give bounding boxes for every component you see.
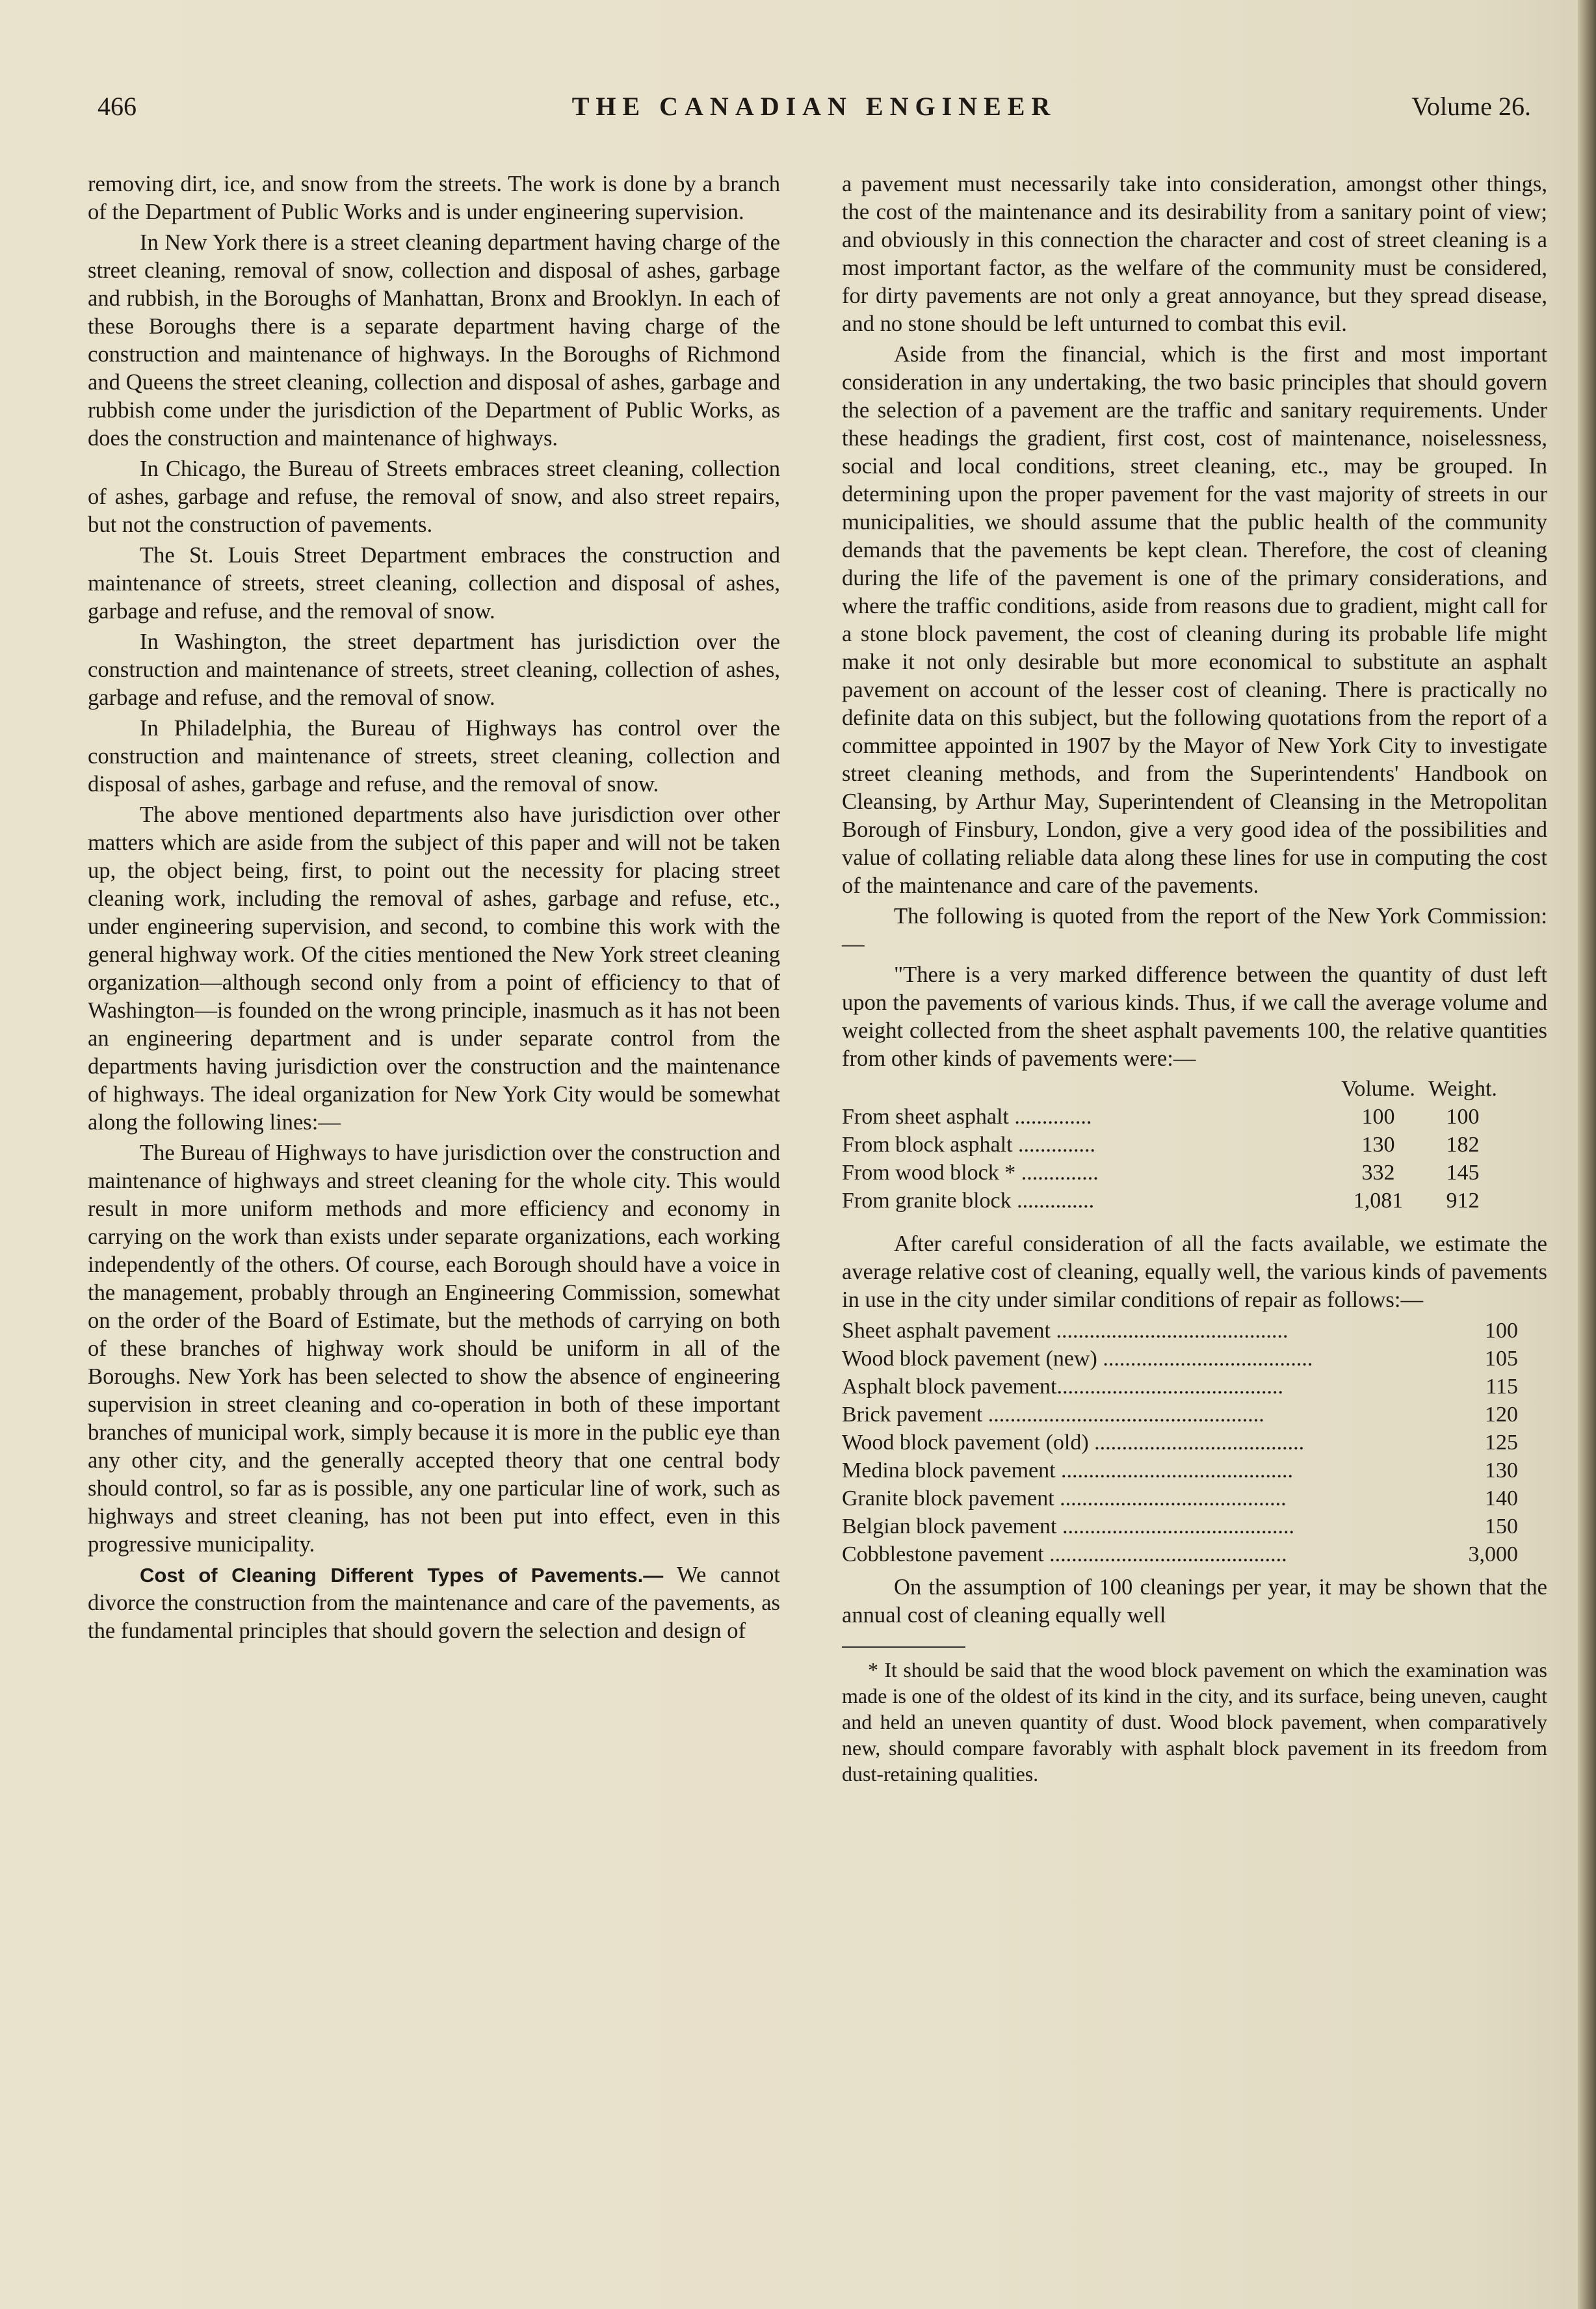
- row-label: From wood block * ..............: [842, 1161, 1099, 1185]
- dust-quantity-table: [842, 1075, 1505, 1215]
- volume-value: 130: [1361, 1133, 1395, 1157]
- volume-value: 100: [1361, 1105, 1395, 1129]
- section-heading: Cost of Cleaning Different Types of Pavements.—: [140, 1564, 664, 1587]
- row-label: Asphalt block pavement.........................................: [842, 1375, 1283, 1399]
- volume-value: 1,081: [1353, 1189, 1404, 1213]
- weight-value: 100: [1446, 1105, 1480, 1129]
- row-label: Sheet asphalt pavement ..........................................: [842, 1319, 1289, 1343]
- cost-value: 120: [1485, 1403, 1518, 1427]
- table-row: [842, 1484, 1518, 1512]
- paragraph: The following is quoted from the report of the New York Commission:—: [842, 904, 1547, 957]
- cost-value: 125: [1485, 1431, 1518, 1455]
- row-label: Medina block pavement ..........................................: [842, 1458, 1294, 1483]
- cost-value: 130: [1485, 1458, 1518, 1483]
- volume-value: 332: [1361, 1161, 1395, 1185]
- table-header-row: [842, 1075, 1505, 1103]
- table-row: [842, 1159, 1505, 1187]
- weight-value: 912: [1446, 1189, 1480, 1213]
- column-header-weight: Weight.: [1428, 1077, 1497, 1101]
- journal-title: THE CANADIAN ENGINEER: [571, 92, 1057, 121]
- right-column: [842, 170, 1547, 1789]
- volume-label: Volume 26.: [1411, 92, 1531, 121]
- paragraph: In Chicago, the Bureau of Streets embraces street cleaning, collection of ashes, garbage and refuse, the removal of snow, and also street repairs, but not the construction of pavements.: [88, 456, 780, 537]
- table-row: [842, 1540, 1518, 1568]
- paragraph: The Bureau of Highways to have jurisdiction over the construction and maintenance of highways and street cleaning for the whole city. This would result in more uniform methods and more efficiency and economy in carrying on the work than exists under separate organizations, each working independently of the others. Of course, each Borough should have a voice in the management, probably through an Engineering Commission, somewhat on the order of the Board of Estimate, but the methods of carrying on both of these branches of highway work should be uniform in all of the Boroughs. New York has been selected to show the absence of engineering supervision in street cleaning and co-operation in both of these important branches of municipal work, simply because it is more in the public eye than any other city, and the generally accepted theory that one central body should control, so far as is possible, any one particular line of work, such as highways and street cleaning, has not been put into effect, even in this progressive municipality.: [88, 1141, 780, 1557]
- row-label: From block asphalt ..............: [842, 1133, 1096, 1157]
- cost-value: 3,000: [1468, 1542, 1518, 1566]
- page-edge-shadow: [1578, 0, 1596, 2309]
- row-label: Granite block pavement .........................................: [842, 1486, 1287, 1511]
- table-row: [842, 1187, 1505, 1215]
- cost-value: 140: [1485, 1486, 1518, 1511]
- page-number: 466: [98, 92, 137, 121]
- quote-paragraph: "There is a very marked difference between the quantity of dust left upon the pavements of various kinds. Thus, if we call the average volume and weight collected from the sheet asphalt pavements 100, the relative quantities from other kinds of pavements were:—: [842, 962, 1547, 1071]
- row-label: From granite block ..............: [842, 1189, 1095, 1213]
- left-column: [88, 170, 780, 1648]
- row-label: Cobblestone pavement ...........................................: [842, 1542, 1287, 1566]
- section-paragraph: [88, 1561, 780, 1645]
- table-row: [842, 1401, 1518, 1429]
- page-header: [98, 91, 1531, 130]
- paragraph: In Philadelphia, the Bureau of Highways has control over the construction and maintenance of streets, street cleaning, collection and disposal of ashes, garbage and refuse, and the removal of snow.: [88, 716, 780, 797]
- paragraph: In Washington, the street department has jurisdiction over the construction and maintenance of streets, street cleaning, collection of ashes, garbage and refuse, and the removal of snow.: [88, 629, 780, 710]
- table-row: [842, 1103, 1505, 1131]
- paragraph: On the assumption of 100 cleanings per year, it may be shown that the annual cost of cleaning equally well: [842, 1575, 1547, 1628]
- cost-value: 115: [1485, 1375, 1518, 1399]
- table-row: [842, 1429, 1518, 1457]
- cost-value: 150: [1485, 1514, 1518, 1538]
- paragraph: In New York there is a street cleaning department having charge of the street cleaning, removal of snow, collection and disposal of ashes, garbage and rubbish, in the Boroughs of Manhattan, Bronx and Brooklyn. In each of these Boroughs there is a separate department having charge of the construction and maintenance of highways. In the Boroughs of Richmond and Queens the street cleaning, collection and disposal of ashes, garbage and rubbish come under the jurisdiction of the Department of Public Works, as does the construction and maintenance of highways.: [88, 230, 780, 451]
- footnote-divider: [842, 1646, 965, 1648]
- row-label: Wood block pavement (old) ......................................: [842, 1431, 1305, 1455]
- row-label: Belgian block pavement ..........................................: [842, 1514, 1294, 1538]
- table-row: [842, 1131, 1505, 1159]
- paragraph: Aside from the financial, which is the first and most important consideration in any undertaking, the two basic principles that should govern the selection of a pavement are the traffic and sanitary requirements. Under these headings the gradient, first cost, cost of maintenance, noiselessness, social and local conditions, street cleaning, etc., may be grouped. In determining upon the proper pavement for the vast majority of streets in our municipalities, we should assume that the public health of the community demands that the pavements be kept clean. Therefore, the cost of cleaning during the life of the pavement is one of the primary considerations, and where the traffic conditions, aside from reasons due to gradient, might call for a stone block pavement, the cost of cleaning during its probable life might make it not only desirable but more economical to substitute an asphalt pavement on account of the lesser cost of cleaning. There is practically no definite data on this subject, but the following quotations from the report of a committee appointed in 1907 by the Mayor of New York City to investigate street cleaning methods, and from the Superintendents' Handbook on Cleansing, by Arthur May, Superintendent of Cleansing in the Metropolitan Borough of Finsbury, London, give a very good idea of the possibilities and value of collating reliable data along these lines for use in computing the cost of the maintenance and care of the pavements.: [842, 342, 1547, 898]
- row-label: Wood block pavement (new) ......................................: [842, 1347, 1313, 1371]
- paragraph: After careful consideration of all the facts available, we estimate the average relative cost of cleaning, equally well, the various kinds of pavements in use in the city under similar conditions of repair as follows:—: [842, 1232, 1547, 1312]
- table-row: [842, 1457, 1518, 1484]
- relative-cost-table: [842, 1317, 1518, 1568]
- weight-value: 182: [1446, 1133, 1480, 1157]
- weight-value: 145: [1446, 1161, 1480, 1185]
- table-row: [842, 1345, 1518, 1373]
- cost-value: 105: [1485, 1347, 1518, 1371]
- cost-value: 100: [1485, 1319, 1518, 1343]
- table-row: [842, 1512, 1518, 1540]
- table-row: [842, 1317, 1518, 1345]
- footnote: * It should be said that the wood block pavement on which the examination was made is one of the oldest of its kind in the city, and its surface, being uneven, caught and held an uneven quantity of dust. Wood block pavement, when comparatively new, should compare favorably with asphalt block pavement in its freedom from dust-retaining qualities.: [842, 1658, 1547, 1786]
- paragraph: a pavement must necessarily take into consideration, amongst other things, the cost of the maintenance and its desirability from a sanitary point of view; and obviously in this connection the character and cost of street cleaning is a most important factor, as the welfare of the community must be considered, for dirty pavements are not only a great annoyance, but they spread disease, and no stone should be left unturned to combat this evil.: [842, 172, 1547, 336]
- paragraph: The above mentioned departments also have jurisdiction over other matters which are aside from the subject of this paper and will not be taken up, the object being, first, to point out the necessity for placing street cleaning work, including the removal of ashes, garbage and refuse, etc., under engineering supervision, and second, to combine this work with the general highway work. Of the cities mentioned the New York street cleaning organization—although second only from a point of efficiency to that of Washington—is founded on the wrong principle, inasmuch as it has not been an engineering department and is under separate control from the departments having jurisdiction over the construction and the maintenance of highways. The ideal organization for New York City would be somewhat along the following lines:—: [88, 802, 780, 1135]
- row-label: From sheet asphalt ..............: [842, 1105, 1092, 1129]
- section-text: We cannot divorce the construction from the maintenance and care of the pavements, as the fundamental principles that should govern the selection and design of: [88, 1563, 780, 1643]
- row-label: Brick pavement ..................................................: [842, 1403, 1264, 1427]
- column-header-volume: Volume.: [1341, 1077, 1415, 1101]
- table-row: [842, 1373, 1518, 1401]
- paragraph: removing dirt, ice, and snow from the streets. The work is done by a branch of the Department of Public Works and is under engineering supervision.: [88, 172, 780, 224]
- paragraph: The St. Louis Street Department embraces the construction and maintenance of streets, street cleaning, collection and disposal of ashes, garbage and refuse, and the removal of snow.: [88, 543, 780, 624]
